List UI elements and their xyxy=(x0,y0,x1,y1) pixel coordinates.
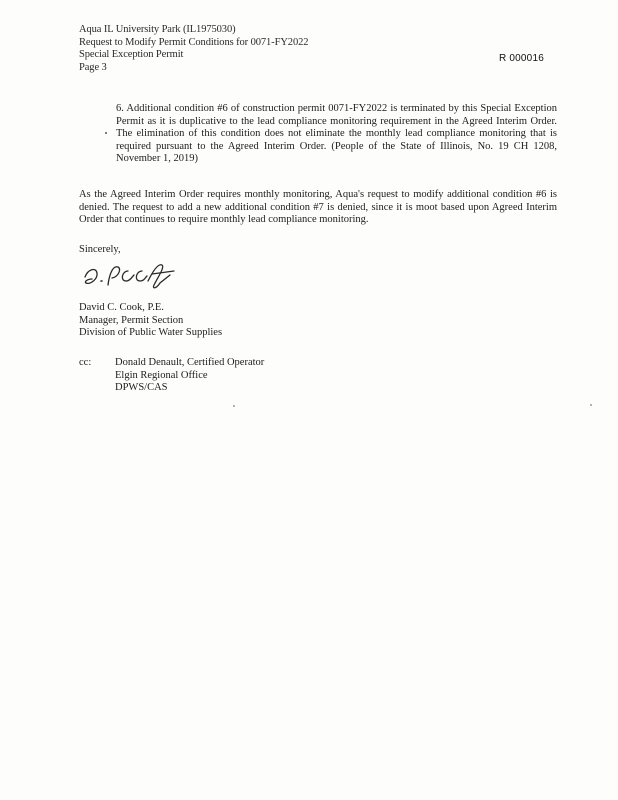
numbered-item-6: 6. Additional condition #6 of construction permit 0071-FY2022 is terminated by this Special Exception Permit as it is duplicative to the lead compliance monitoring requirement in the Agreed Interim Order. The elimination of this condition does not eliminate the monthly lead compliance monitoring that is required pursuant to the Agreed Interim Order. (People of the State of Illinois, No. 19 CH 1208, November 1, 2019) xyxy=(116,103,557,165)
signer-name: David C. Cook, P.E. xyxy=(79,302,164,313)
signer-title: Manager, Permit Section xyxy=(79,314,184,326)
header-permit-type-line: Special Exception Permit xyxy=(79,49,184,60)
header-facility-line: Aqua IL University Park (IL1975030) xyxy=(79,24,236,35)
cc-recipient: Elgin Regional Office xyxy=(115,369,208,381)
scan-speck xyxy=(233,405,235,407)
scan-mark xyxy=(105,132,107,134)
cc-recipient-list xyxy=(115,357,264,395)
page-header xyxy=(79,24,308,74)
scan-speck xyxy=(590,404,592,406)
cc-recipient: Donald Denault, Certified Operator xyxy=(115,357,265,368)
handwritten-signature xyxy=(82,259,182,291)
cc-recipient: DPWS/CAS xyxy=(115,382,168,394)
header-subject-line: Request to Modify Permit Conditions for 0071-FY2022 xyxy=(79,36,309,48)
cc-label: cc: xyxy=(79,357,92,368)
header-page-number: Page 3 xyxy=(79,61,107,73)
body-paragraph: As the Agreed Interim Order requires monthly monitoring, Aqua's request to modify additional condition #6 is denied. The request to add a new additional condition #7 is denied, since it is moot based upon Agreed Interim Order that continues to require monthly lead compliance monitoring. xyxy=(79,189,557,226)
closing-salutation: Sincerely, xyxy=(79,244,121,255)
signer-block xyxy=(79,302,222,340)
bates-number: R 000016 xyxy=(499,53,544,64)
signer-division: Division of Public Water Supplies xyxy=(79,327,223,339)
